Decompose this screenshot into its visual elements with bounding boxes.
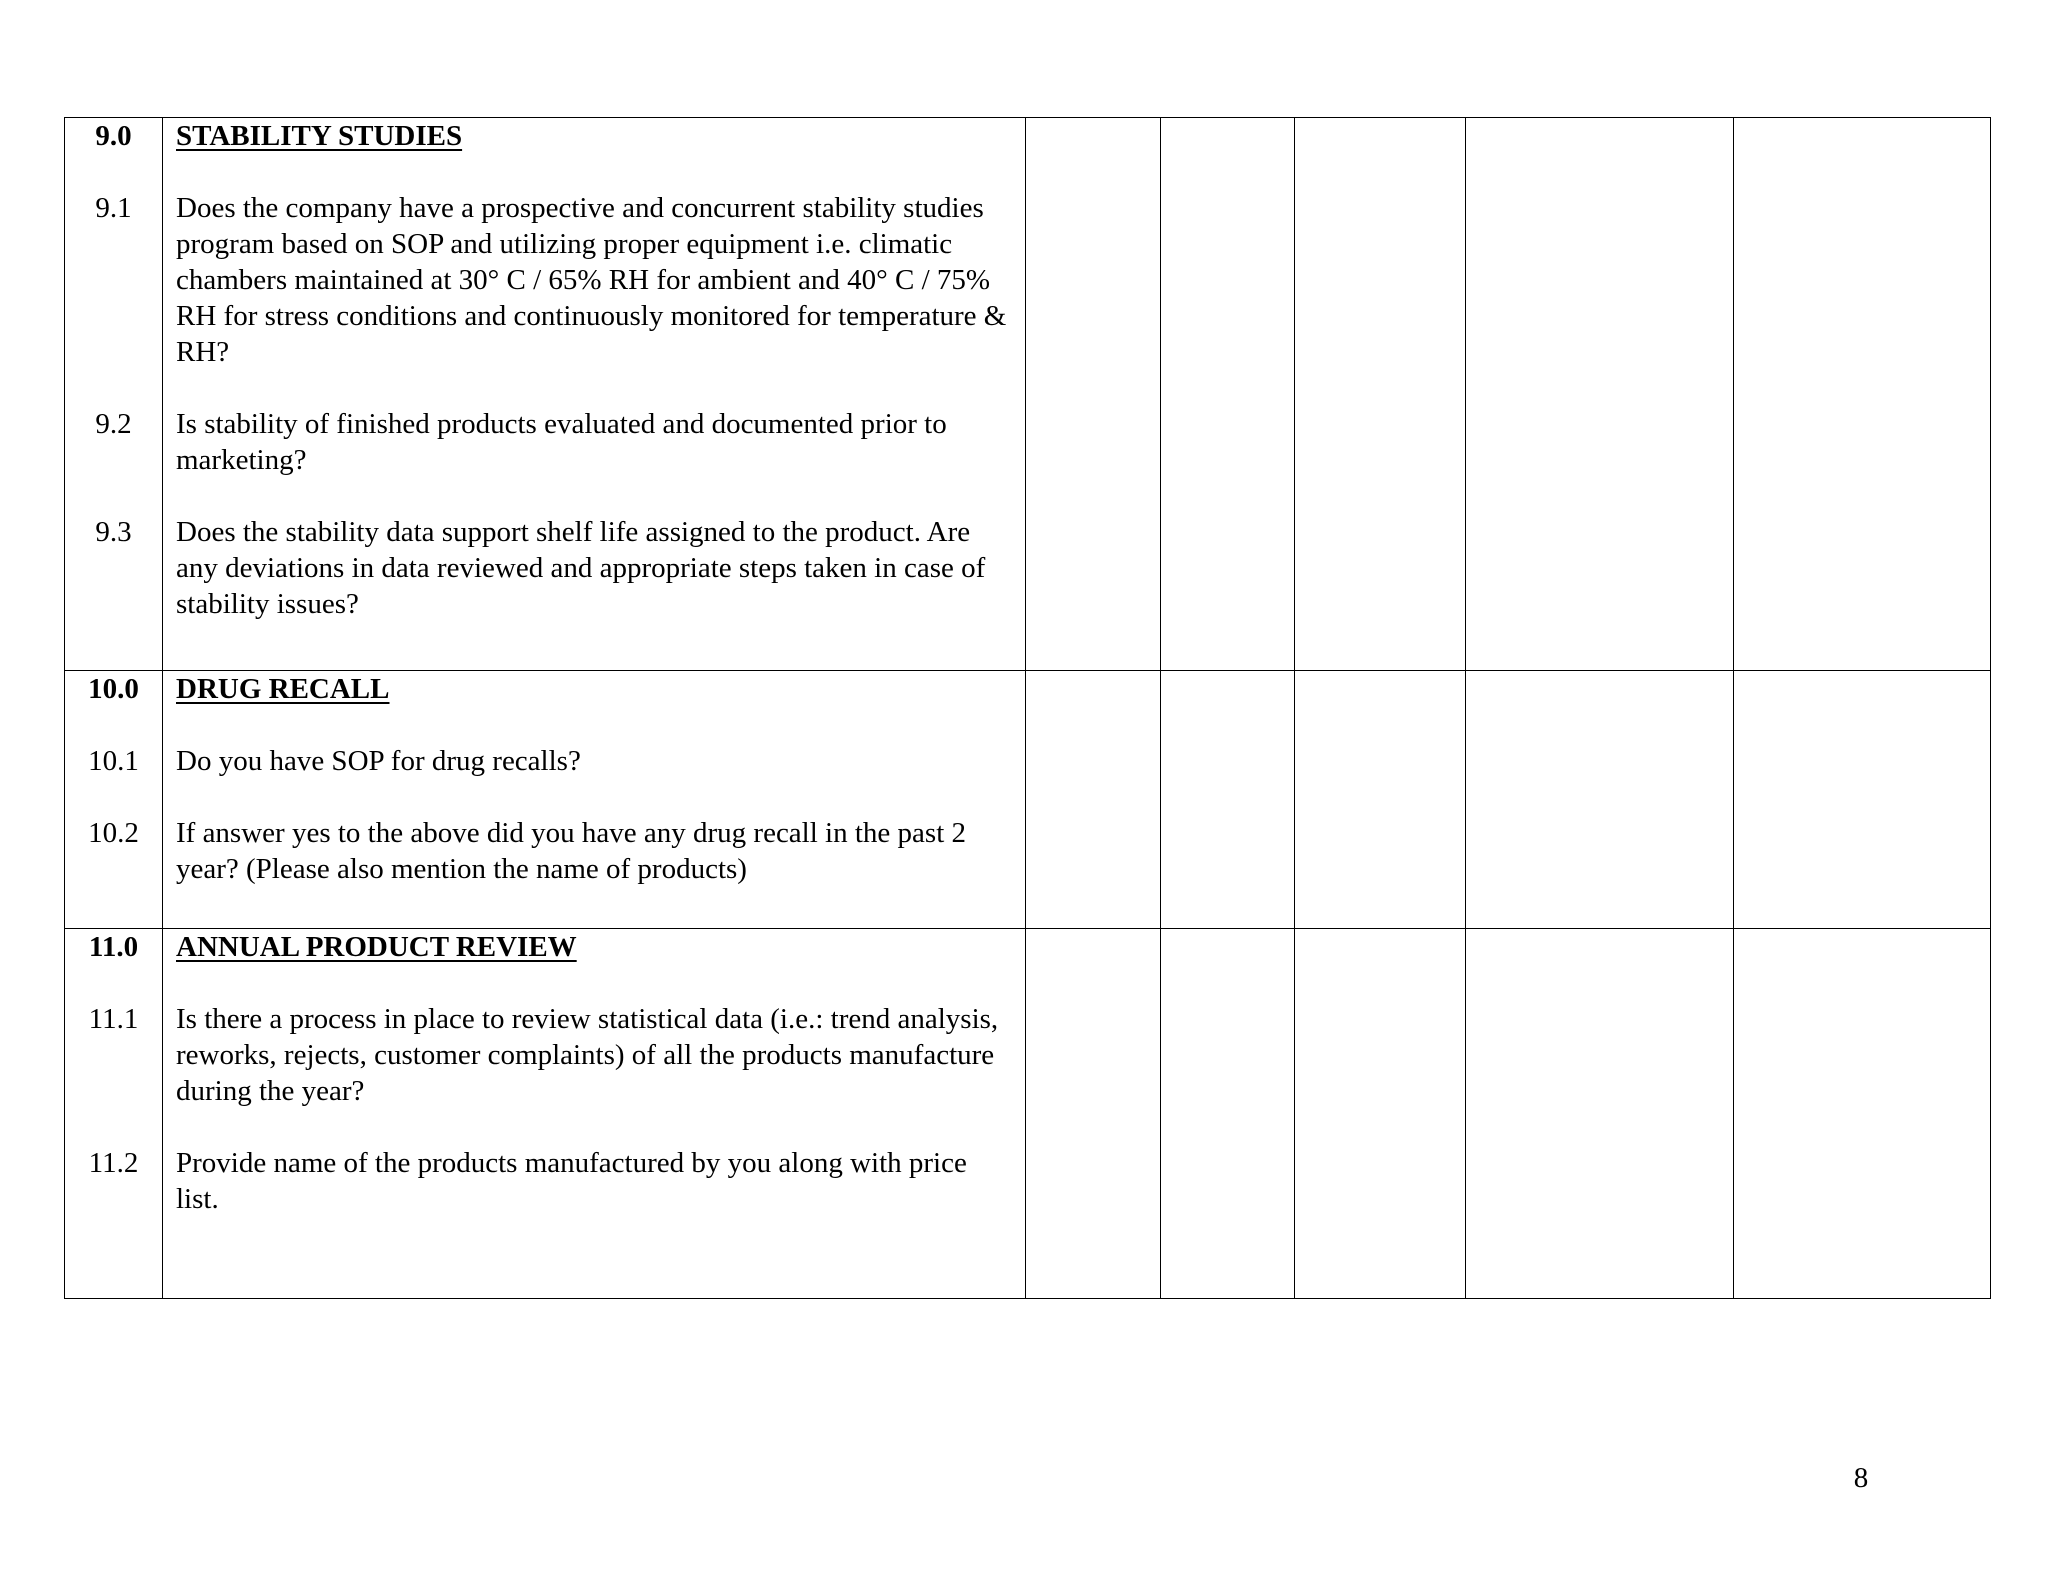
item-text: Does the stability data support shelf life assigned to the product. Are any deviations in data reviewed and appropriate steps taken in case of stability issues? [176, 516, 986, 620]
item-text: Provide name of the products manufactured by you along with price list. [176, 1147, 967, 1215]
response-cell[interactable] [1161, 929, 1295, 1299]
item-text: Is there a process in place to review statistical data (i.e.: trend analysis, reworks, rejects, customer complaints) of all the products manufacture during the year? [176, 1003, 999, 1107]
checklist-table [64, 117, 1991, 1299]
response-cell[interactable] [1026, 118, 1161, 671]
item-number: 9.2 [95, 408, 132, 440]
item-text: If answer yes to the above did you have any drug recall in the past 2 year? (Please also mention the name of products) [176, 817, 966, 885]
section-number: 9.0 [95, 120, 132, 152]
item-text: Does the company have a prospective and concurrent stability studies program based on SOP and utilizing proper equipment i.e. climatic chambers maintained at 30° C / 65% RH for ambient and 40° C / 75% RH for stress conditions and continuously monitored for temperature & RH? [176, 192, 1007, 368]
response-cell[interactable] [1026, 929, 1161, 1299]
section-number: 11.0 [88, 931, 139, 963]
section-title: ANNUAL PRODUCT REVIEW [176, 931, 577, 963]
section-number-cell [65, 118, 163, 671]
section-row-drug-recall [65, 671, 1991, 929]
item-number: 9.1 [95, 192, 132, 224]
section-number-cell [65, 671, 163, 929]
response-cell[interactable] [1466, 929, 1734, 1299]
response-cell[interactable] [1466, 671, 1734, 929]
response-cell[interactable] [1734, 671, 1991, 929]
response-cell[interactable] [1295, 118, 1466, 671]
section-text-cell [163, 118, 1026, 671]
section-row-annual-product-review [65, 929, 1991, 1299]
section-number-cell [65, 929, 163, 1299]
section-row-stability-studies [65, 118, 1991, 671]
item-number: 10.2 [88, 817, 139, 849]
response-cell[interactable] [1734, 118, 1991, 671]
item-text: Is stability of finished products evaluated and documented prior to marketing? [176, 408, 947, 476]
response-cell[interactable] [1295, 671, 1466, 929]
item-number: 9.3 [95, 516, 132, 548]
response-cell[interactable] [1026, 671, 1161, 929]
response-cell[interactable] [1161, 118, 1295, 671]
response-cell[interactable] [1734, 929, 1991, 1299]
response-cell[interactable] [1295, 929, 1466, 1299]
item-number: 11.1 [88, 1003, 139, 1035]
section-text-cell [163, 671, 1026, 929]
item-number: 10.1 [88, 745, 139, 777]
section-title: STABILITY STUDIES [176, 120, 463, 152]
item-number: 11.2 [88, 1147, 139, 1179]
page-number: 8 [1853, 1462, 1869, 1494]
section-text-cell [163, 929, 1026, 1299]
section-title: DRUG RECALL [176, 673, 390, 705]
response-cell[interactable] [1161, 671, 1295, 929]
item-text: Do you have SOP for drug recalls? [176, 745, 581, 777]
section-number: 10.0 [88, 673, 139, 705]
response-cell[interactable] [1466, 118, 1734, 671]
